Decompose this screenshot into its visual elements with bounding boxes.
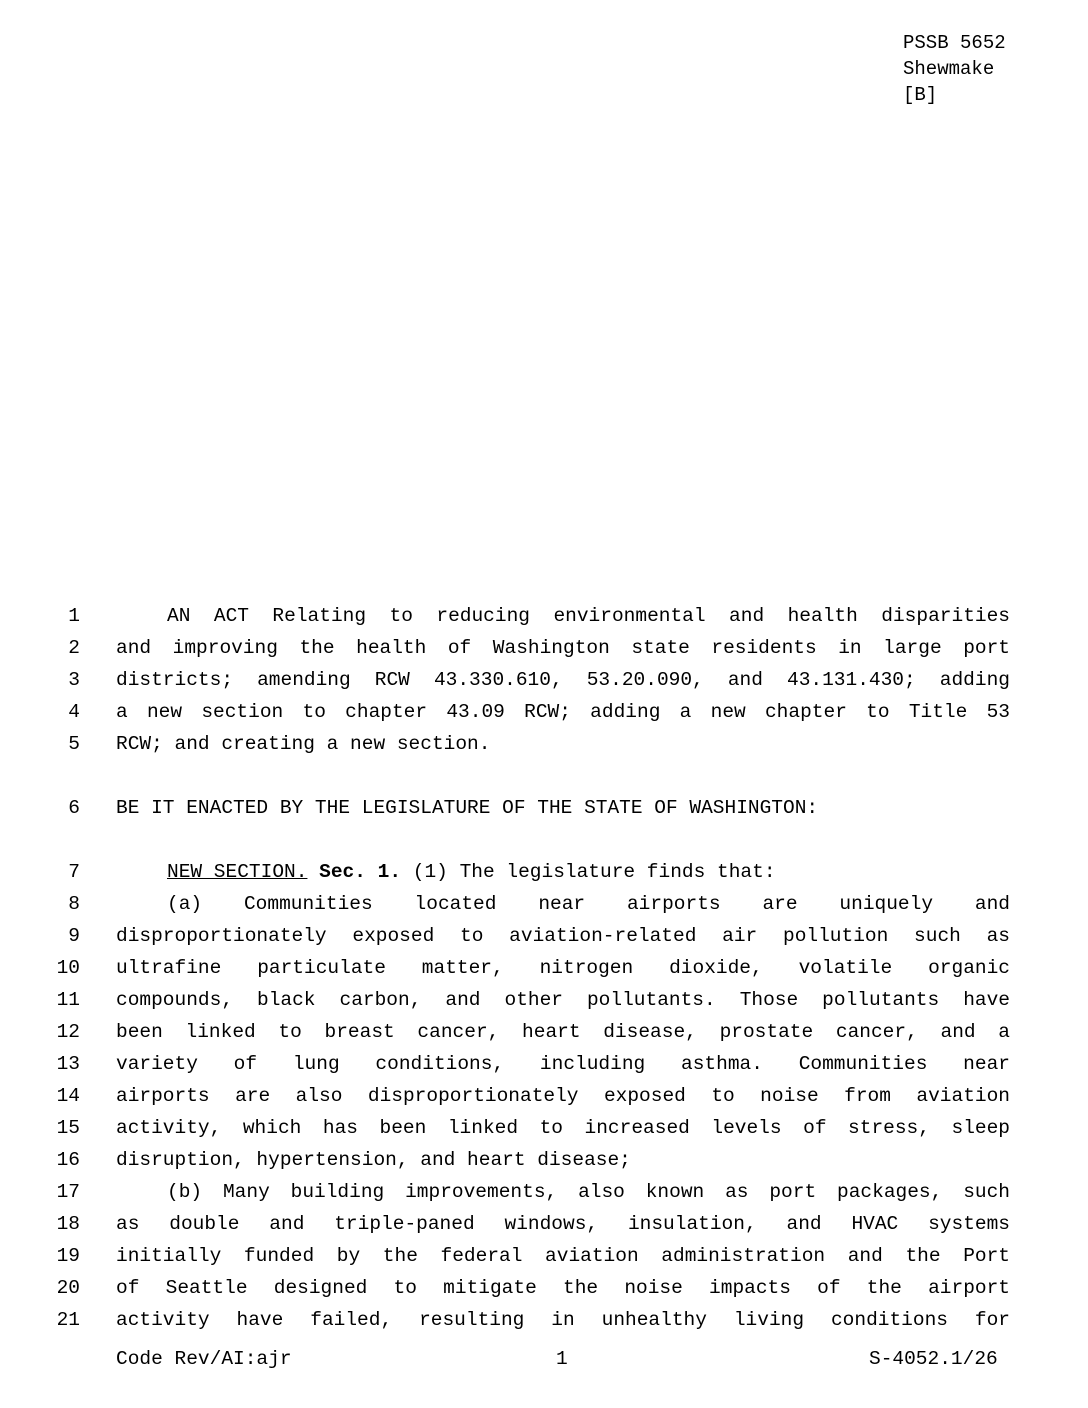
line-text: districts; amending RCW 43.330.610, 53.20.090, and 43.131.430; adding [116, 669, 1010, 691]
line-number: 18 [56, 1213, 80, 1235]
line-text: a new section to chapter 43.09 RCW; adding a new chapter to Title 53 [116, 701, 1010, 723]
bill-number: PSSB 5652 [903, 32, 1006, 54]
line-text: been linked to breast cancer, heart disease, prostate cancer, and a [116, 1021, 1010, 1043]
text-line [0, 1240, 1088, 1272]
line-number: 11 [56, 989, 80, 1011]
text-line [0, 1112, 1088, 1144]
line-text: disruption, hypertension, and heart disease; [116, 1149, 631, 1171]
section-number: Sec. 1. [319, 861, 402, 883]
text-line [0, 792, 1088, 824]
line-text: (a) Communities located near airports are uniquely and [167, 893, 1010, 915]
line-number: 8 [68, 893, 80, 915]
text-line [0, 1176, 1088, 1208]
text-line [0, 888, 1088, 920]
text-line [0, 600, 1088, 632]
page-number: 1 [556, 1348, 568, 1370]
line-text: AN ACT Relating to reducing environmental and health disparities [167, 605, 1010, 627]
text-line [0, 1016, 1088, 1048]
line-number: 19 [56, 1245, 80, 1267]
footer-code: Code Rev/AI:ajr [116, 1348, 292, 1370]
line-number: 13 [56, 1053, 80, 1075]
line-number: 20 [56, 1277, 80, 1299]
text-line [0, 1048, 1088, 1080]
line-text: compounds, black carbon, and other pollutants. Those pollutants have [116, 989, 1010, 1011]
line-number: 17 [56, 1181, 80, 1203]
line-text: airports are also disproportionately exposed to noise from aviation [116, 1085, 1010, 1107]
line-text: activity have failed, resulting in unhealthy living conditions for [116, 1309, 1010, 1331]
text-line [0, 696, 1088, 728]
line-text: (b) Many building improvements, also known as port packages, such [167, 1181, 1010, 1203]
new-section-label: NEW SECTION. [167, 861, 308, 883]
bill-header [903, 30, 1006, 108]
text-line [0, 856, 1088, 888]
bill-tag: [B] [903, 84, 938, 106]
line-text: RCW; and creating a new section. [116, 733, 491, 755]
text-line [0, 632, 1088, 664]
line-number: 16 [56, 1149, 80, 1171]
line-number: 15 [56, 1117, 80, 1139]
section-heading-line [167, 856, 1010, 888]
line-number: 1 [68, 605, 80, 627]
line-number: 6 [68, 797, 80, 819]
line-text: ultrafine particulate matter, nitrogen dioxide, volatile organic [116, 957, 1010, 979]
line-number: 7 [68, 861, 80, 883]
bill-sponsor: Shewmake [903, 58, 995, 80]
line-number: 5 [68, 733, 80, 755]
document-id: S-4052.1/26 [869, 1348, 998, 1370]
text-line [0, 1304, 1088, 1336]
line-text: activity, which has been linked to increased levels of stress, sleep [116, 1117, 1010, 1139]
text-line [0, 952, 1088, 984]
text-line [0, 984, 1088, 1016]
line-number: 2 [68, 637, 80, 659]
line-number: 14 [56, 1085, 80, 1107]
enacting-clause: BE IT ENACTED BY THE LEGISLATURE OF THE STATE OF WASHINGTON: [116, 797, 819, 819]
line-text: variety of lung conditions, including asthma. Communities near [116, 1053, 1010, 1075]
text-line [0, 1144, 1088, 1176]
line-number: 10 [56, 957, 80, 979]
text-line [0, 664, 1088, 696]
line-number: 21 [56, 1309, 80, 1331]
text-line [0, 1208, 1088, 1240]
text-line [0, 920, 1088, 952]
line-text: of Seattle designed to mitigate the noise impacts of the airport [116, 1277, 1010, 1299]
line-text: (1) The legislature finds that: [412, 861, 776, 883]
text-line [0, 728, 1088, 760]
text-line [0, 1272, 1088, 1304]
line-text: as double and triple-paned windows, insulation, and HVAC systems [116, 1213, 1010, 1235]
line-text: and improving the health of Washington state residents in large port [116, 637, 1010, 659]
text-line [0, 1080, 1088, 1112]
line-text: disproportionately exposed to aviation-related air pollution such as [116, 925, 1010, 947]
line-text: initially funded by the federal aviation administration and the Port [116, 1245, 1010, 1267]
line-number: 4 [68, 701, 80, 723]
line-number: 12 [56, 1021, 80, 1043]
line-number: 3 [68, 669, 80, 691]
line-number: 9 [68, 925, 80, 947]
